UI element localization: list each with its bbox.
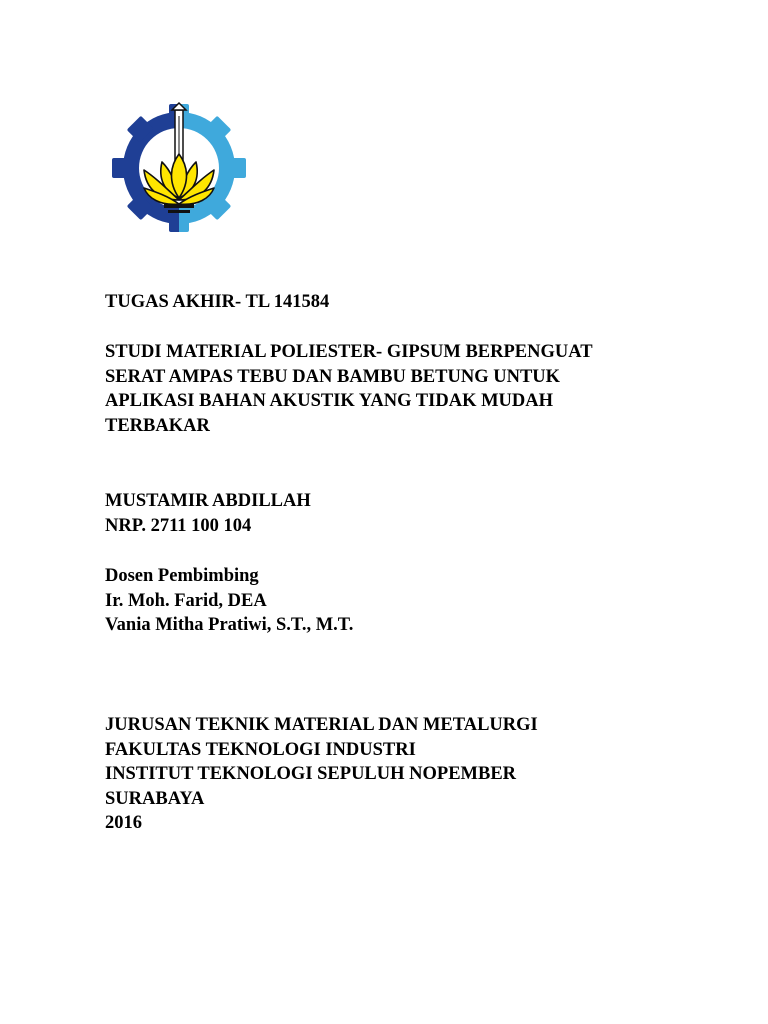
title-line: STUDI MATERIAL POLIESTER- GIPSUM BERPENGUAT (105, 342, 593, 362)
course-code (105, 290, 329, 315)
institution-line: FAKULTAS TEKNOLOGI INDUSTRI (105, 739, 416, 760)
title-line: TERBAKAR (105, 415, 210, 436)
title-line: SERAT AMPAS TEBU DAN BAMBU BETUNG UNTUK (105, 366, 561, 387)
institution-block (105, 713, 538, 836)
institution-year: 2016 (105, 813, 142, 834)
institution-line: JURUSAN TEKNIK MATERIAL DAN METALURGI (105, 715, 538, 735)
advisor-name: Ir. Moh. Farid, DEA (105, 590, 267, 611)
its-logo-icon (106, 100, 252, 236)
title-line: APLIKASI BAHAN AKUSTIK YANG TIDAK MUDAH (105, 391, 554, 412)
advisor-heading: Dosen Pembimbing (105, 566, 259, 586)
author-block (105, 489, 311, 538)
author-name: MUSTAMIR ABDILLAH (105, 491, 311, 511)
advisor-name: Vania Mitha Pratiwi, S.T., M.T. (105, 615, 354, 636)
institution-line: INSTITUT TEKNOLOGI SEPULUH NOPEMBER (105, 764, 517, 785)
author-nrp: NRP. 2711 100 104 (105, 515, 252, 536)
institution-city: SURABAYA (105, 788, 205, 809)
course-code-text: TUGAS AKHIR- TL 141584 (105, 292, 330, 312)
thesis-title (105, 340, 593, 438)
advisor-block (105, 564, 353, 638)
